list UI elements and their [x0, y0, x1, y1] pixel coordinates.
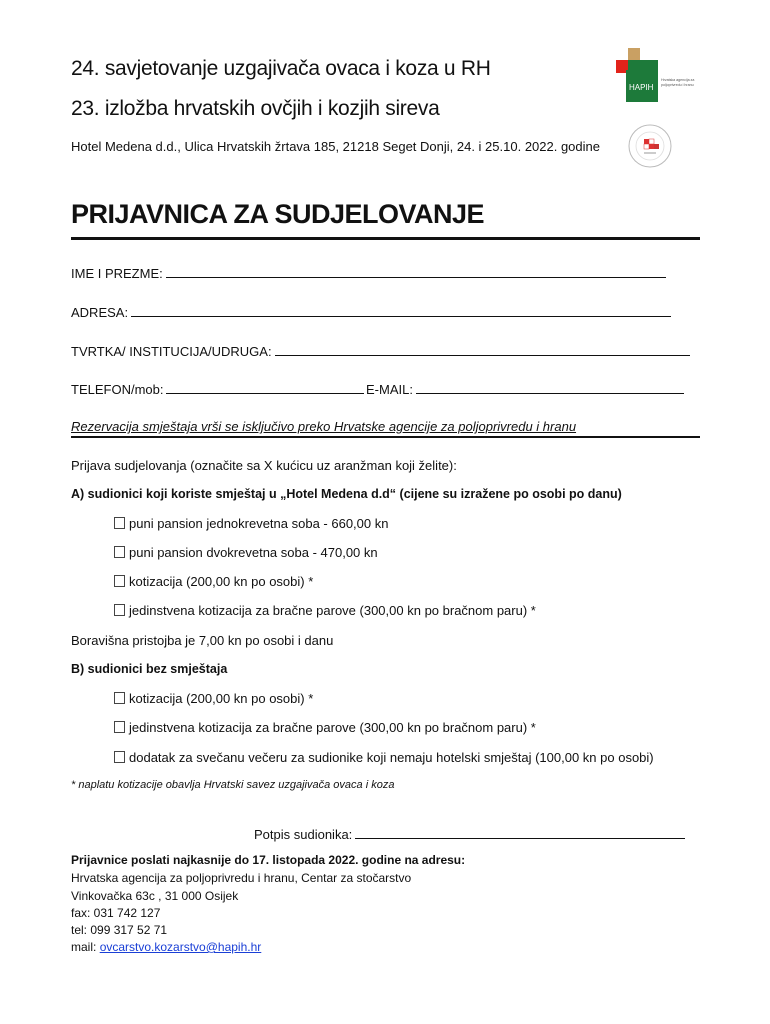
address-field[interactable] [71, 304, 671, 320]
mail-label: mail: [71, 940, 97, 954]
option-b1[interactable] [114, 691, 313, 706]
name-label: IME I PREZME: [71, 266, 163, 281]
exhibition-title: 23. izložba hrvatskih ovčjih i kozjih sireva [71, 97, 440, 120]
phone-field[interactable] [71, 381, 364, 397]
name-field[interactable] [71, 265, 666, 281]
logo-wordmark: HAPIH [629, 83, 654, 92]
deadline-text: Prijavnice poslati najkasnije do 17. listopada 2022. godine na adresu: [71, 853, 466, 867]
reservation-note: Rezervacija smještaja vrši se isključivo preko Hrvatske agencije za poljoprivredu i hranu [71, 419, 577, 434]
footnote: * naplatu kotizacije obavlja Hrvatski savez uzgajivača ovaca i koza [71, 779, 395, 791]
name-input-line[interactable] [166, 265, 666, 278]
tax-note: Boravišna pristojba je 7,00 kn po osobi i danu [71, 633, 334, 648]
section-a-title: A) sudionici koji koriste smještaj u „Hotel Medena d.d“ (cijene su izražene po osobi po danu) [71, 487, 622, 501]
contact-street: Vinkovačka 63c , 31 000 Osijek [71, 889, 239, 903]
venue-line: Hotel Medena d.d., Ulica Hrvatskih žrtava 185, 21218 Seget Donji, 24. i 25.10. 2022. godine [71, 139, 600, 154]
option-a3[interactable] [114, 574, 313, 589]
option-b3[interactable] [114, 750, 654, 765]
option-label: kotizacija (200,00 kn po osobi) * [129, 574, 314, 589]
checkbox[interactable] [114, 546, 125, 558]
email-field[interactable] [366, 381, 684, 397]
option-a2[interactable] [114, 545, 378, 560]
email-label: E-MAIL: [366, 382, 413, 397]
email-input-line[interactable] [416, 381, 684, 394]
checkbox[interactable] [114, 692, 125, 704]
logo-tagline-2: poljoprivredu i hranu [661, 83, 694, 87]
checkbox[interactable] [114, 517, 125, 529]
note-divider [71, 436, 700, 438]
mail-link[interactable]: ovcarstvo.kozarstvo@hapih.hr [99, 940, 262, 954]
option-label: puni pansion dvokrevetna soba - 470,00 kn [129, 545, 378, 560]
contact-tel: tel: 099 317 52 71 [71, 923, 168, 937]
option-a1[interactable] [114, 516, 388, 531]
phone-input-line[interactable] [166, 381, 364, 394]
option-label: dodatak za svečanu večeru za sudionike koji nemaju hotelski smještaj (100,00 kn po osobi) [129, 750, 654, 765]
contact-fax: fax: 031 742 127 [71, 906, 161, 920]
signature-line[interactable] [355, 826, 685, 839]
section-b-title: B) sudionici bez smještaja [71, 662, 228, 676]
company-label: TVRTKA/ INSTITUCIJA/UDRUGA: [71, 344, 272, 359]
event-title: 24. savjetovanje uzgajivača ovaca i koza u RH [71, 57, 491, 80]
signature-field[interactable] [254, 826, 685, 842]
contact-org: Hrvatska agencija za poljoprivredu i hranu, Centar za stočarstvo [71, 871, 412, 885]
option-label: jedinstvena kotizacija za bračne parove (300,00 kn po bračnom paru) * [129, 720, 536, 735]
company-field[interactable] [71, 343, 690, 359]
checkbox[interactable] [114, 751, 125, 763]
address-input-line[interactable] [131, 304, 671, 317]
form-title: PRIJAVNICA ZA SUDJELOVANJE [71, 199, 485, 229]
option-b2[interactable] [114, 720, 536, 735]
contact-mail [71, 940, 261, 954]
association-seal [628, 124, 672, 168]
option-label: puni pansion jednokrevetna soba - 660,00 kn [129, 516, 389, 531]
logo-tagline-1: Hrvatska agencija za [661, 78, 695, 82]
option-label: jedinstvena kotizacija za bračne parove (300,00 kn po bračnom paru) * [129, 603, 536, 618]
address-label: ADRESA: [71, 305, 129, 320]
phone-label: TELEFON/mob: [71, 382, 164, 397]
checkbox[interactable] [114, 721, 125, 733]
hapih-logo [616, 48, 708, 102]
option-label: kotizacija (200,00 kn po osobi) * [129, 691, 314, 706]
checkbox[interactable] [114, 604, 125, 616]
option-a4[interactable] [114, 603, 536, 618]
intro-text: Prijava sudjelovanja (označite sa X kućicu uz aranžman koji želite): [71, 458, 457, 473]
company-input-line[interactable] [275, 343, 690, 356]
checkbox[interactable] [114, 575, 125, 587]
title-divider [71, 237, 700, 240]
signature-label: Potpis sudionika: [254, 827, 353, 842]
